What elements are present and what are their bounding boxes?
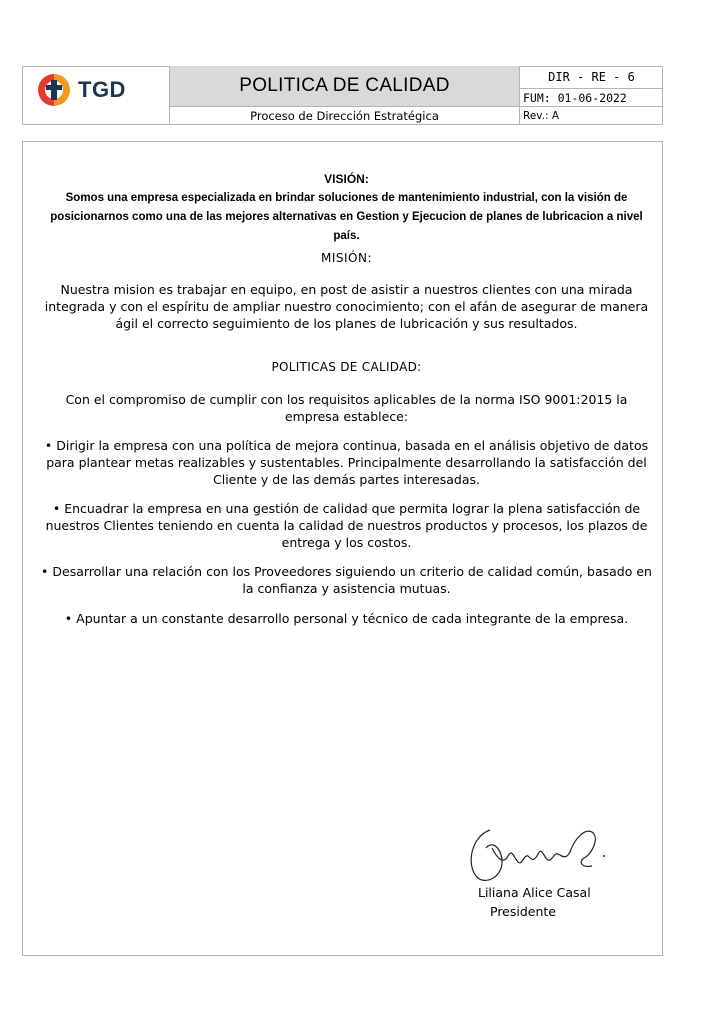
document-date: FUM: 01-06-2022 (520, 89, 663, 107)
signatory-name: Liliana Alice Casal (478, 885, 591, 900)
document-revision: Rev.: A (523, 110, 560, 122)
policies-heading: POLITICAS DE CALIDAD: (271, 360, 422, 374)
vision-text: Somos una empresa especializada en brindar soluciones de mantenimiento industrial, con la visión de posicionarnos como una de las mejores alternativas en Gestion y Ejecucion de planes de lubricacion a nivel país. (50, 192, 643, 242)
mision-heading: MISIÓN: (320, 251, 372, 265)
logo-text: TGD (78, 77, 126, 102)
mision-text: Nuestra mision es trabajar en equipo, en post de asistir a nuestros clientes con una mirada integrada y con el espíritu de ampliar nuestro conocimiento; con el afán de asegurar de manera ágil el correcto seguimiento de los planes de lubricación y sus resultados. (44, 282, 649, 331)
company-logo (36, 72, 126, 108)
policy-bullet: • Apuntar a un constante desarrollo personal y técnico de cada integrante de la empresa. (64, 611, 629, 626)
vision-heading: VISIÓN: (324, 172, 369, 186)
document-code: DIR - RE - 6 (520, 66, 663, 89)
tgd-logo-icon (36, 72, 72, 108)
document-title-cell (170, 66, 520, 107)
policy-bullet: • Desarrollar una relación con los Proveedores siguiendo un criterio de calidad común, basado en la confianza y asistencia mutuas. (41, 564, 652, 596)
process-name: Proceso de Dirección Estratégica (170, 107, 520, 125)
policies-intro: Con el compromiso de cumplir con los requisitos aplicables de la norma ISO 9001:2015 la empresa establece: (65, 392, 628, 424)
policy-bullet: • Encuadrar la empresa en una gestión de calidad que permita lograr la plena satisfacción de nuestros Clientes teniendo en cuenta la calidad de nuestros productos y procesos, los plazos de entrega y los costos. (45, 501, 648, 550)
handwritten-signature (462, 818, 612, 893)
signatory-role: Presidente (490, 904, 556, 919)
policy-bullet: • Dirigir la empresa con una política de mejora continua, basada en el análisis objetivo de datos para plantear metas realizables y sustentables. Principalmente desarrollando la satisfacción del Cliente y de las demás partes interesadas. (44, 438, 649, 487)
document-title: POLITICA DE CALIDAD (239, 75, 450, 96)
